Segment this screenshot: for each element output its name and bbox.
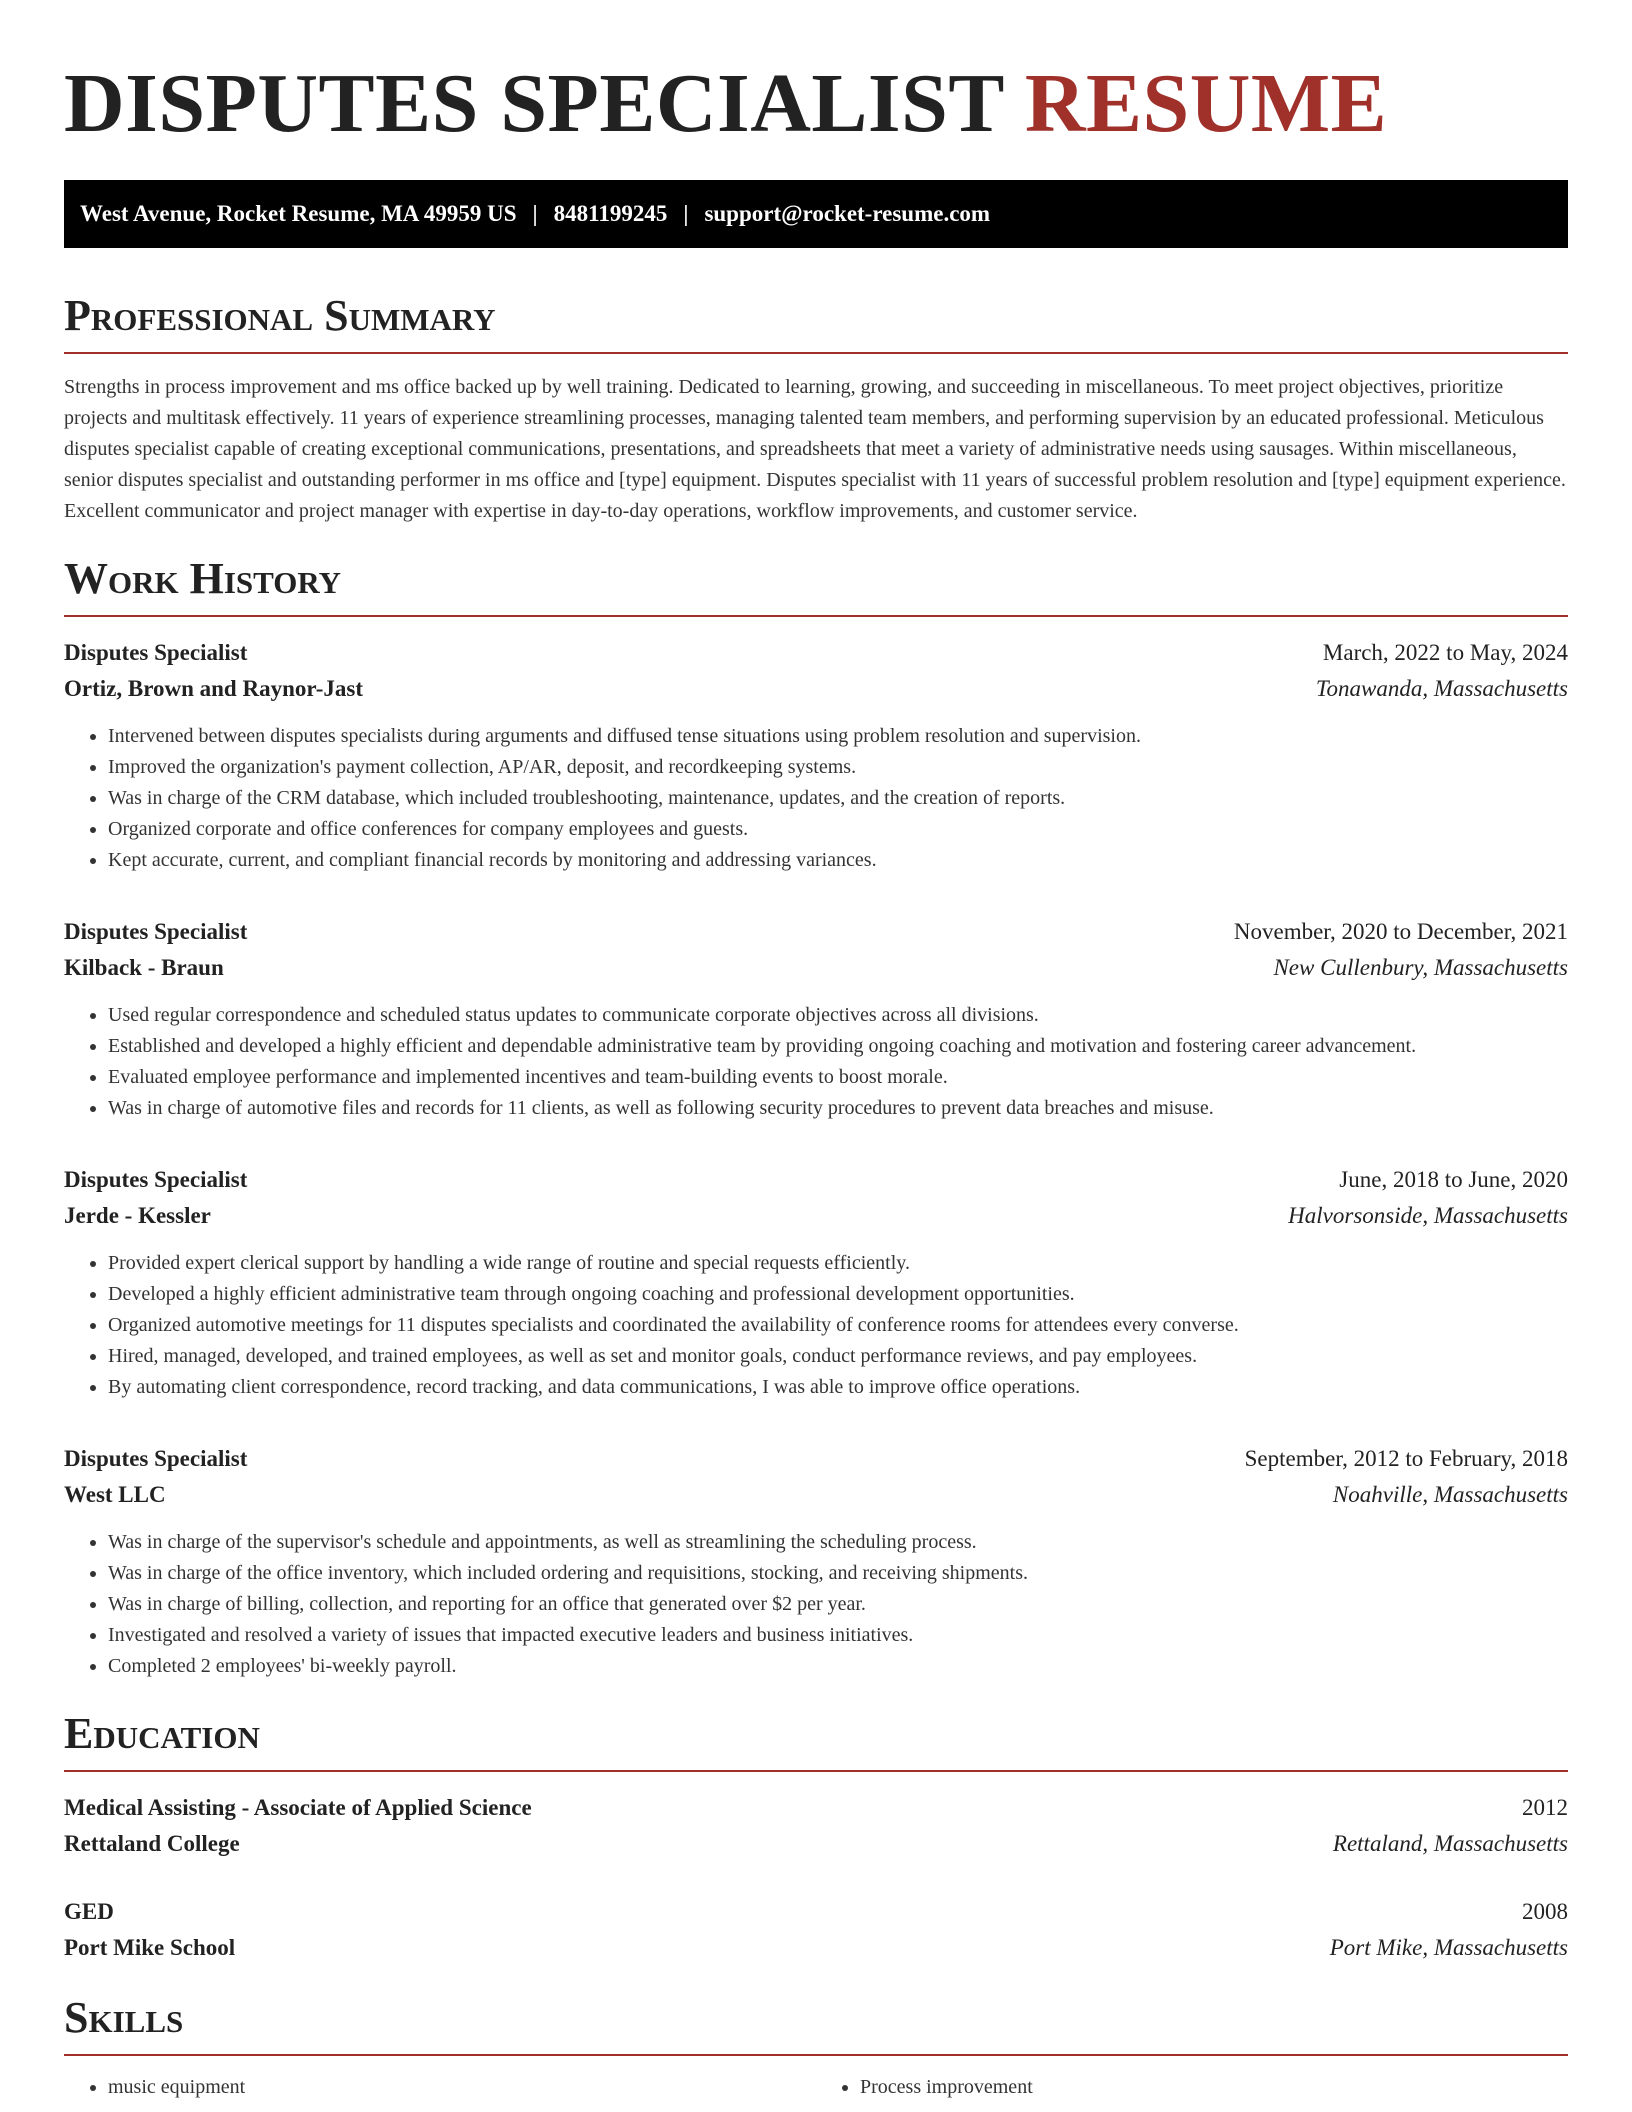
job-duty: • Intervened between disputes specialists during arguments and diffused tense situations using problem resolution and supervision. [108, 721, 1568, 752]
job-dates: June, 2018 to June, 2020 [1339, 1167, 1568, 1192]
job-location: Noahville, Massachusetts [1332, 1482, 1568, 1507]
title-main: DISPUTES SPECIALIST [64, 57, 1004, 150]
work-history-heading: Work History [64, 554, 342, 603]
contact-bar [64, 180, 1568, 248]
education-year: 2008 [1522, 1899, 1568, 1924]
job-location: Tonawanda, Massachusetts [1315, 676, 1568, 701]
job-entry [64, 914, 1568, 1124]
job-company: Jerde - Kessler [64, 1203, 211, 1228]
job-duty: • Established and developed a highly efficient and dependable administrative team by providing ongoing coaching and motivation and fostering career advancement. [108, 1031, 1568, 1062]
job-duty: • Organized automotive meetings for 11 disputes specialists and coordinated the availability of conference rooms for attendees every converse. [108, 1310, 1568, 1341]
contact-separator: | [532, 201, 538, 226]
education-heading: Education [64, 1709, 260, 1758]
job-duty: • By automating client correspondence, record tracking, and data communications, I was able to improve office operations. [108, 1372, 1568, 1403]
job-entry [64, 635, 1568, 876]
job-dates: September, 2012 to February, 2018 [1244, 1446, 1568, 1471]
job-title: Disputes Specialist [64, 1446, 248, 1471]
education-year: 2012 [1522, 1795, 1568, 1820]
job-title: Disputes Specialist [64, 919, 248, 944]
contact-address: West Avenue, Rocket Resume, MA 49959 US [80, 201, 517, 226]
job-duty: • Provided expert clerical support by handling a wide range of routine and special requests efficiently. [108, 1248, 1568, 1279]
skills-heading: Skills [64, 1993, 184, 2042]
job-company: Kilback - Braun [64, 955, 224, 980]
job-location: Halvorsonside, Massachusetts [1288, 1203, 1568, 1228]
job-duties [64, 1527, 1568, 1682]
skill-item: • music equipment [108, 2072, 816, 2103]
job-company: West LLC [64, 1482, 166, 1507]
job-duties [64, 1248, 1568, 1403]
job-dates: March, 2022 to May, 2024 [1322, 640, 1568, 665]
job-entry [64, 1441, 1568, 1682]
education-entry [64, 1894, 1568, 1966]
job-title: Disputes Specialist [64, 1167, 248, 1192]
section-divider [64, 615, 1568, 617]
job-duty: • Evaluated employee performance and implemented incentives and team-building events to boost morale. [108, 1062, 1568, 1093]
education-school: Port Mike School [64, 1935, 236, 1960]
education-location: Port Mike, Massachusetts [1329, 1935, 1568, 1960]
contact-email[interactable]: support@rocket-resume.com [704, 201, 991, 226]
education-degree: GED [64, 1899, 114, 1924]
job-title: Disputes Specialist [64, 640, 248, 665]
summary-text: Strengths in process improvement and ms office backed up by well training. Dedicated to learning, growing, and succeeding in miscellaneous. To meet project objectives, prioritize projects and multitask effectively. 11 years of experience streamlining processes, managing talented team members, and performing supervision by an educated professional. Meticulous disputes specialist capable of creating exceptional communications, presentations, and spreadsheets that meet a variety of administrative needs using sausages. Within miscellaneous, senior disputes specialist and outstanding performer in ms office and [type] equipment. Disputes specialist with 11 years of successful problem resolution and [type] equipment experience. Excellent communicator and project manager with expertise in day-to-day operations, workflow improvements, and customer service. [64, 376, 1566, 522]
job-duty: • Was in charge of billing, collection, and reporting for an office that generated over $2 per year. [108, 1589, 1568, 1620]
job-duties [64, 721, 1568, 876]
title-accent: RESUME [1024, 57, 1388, 150]
education-location: Rettaland, Massachusetts [1332, 1831, 1568, 1856]
job-location: New Cullenbury, Massachusetts [1273, 955, 1568, 980]
job-duty: • Hired, managed, developed, and trained employees, as well as set and monitor goals, conduct performance reviews, and pay employees. [108, 1341, 1568, 1372]
job-company: Ortiz, Brown and Raynor-Jast [64, 676, 363, 701]
skills-column-right [816, 2072, 1568, 2103]
job-duty: • Improved the organization's payment collection, AP/AR, deposit, and recordkeeping systems. [108, 752, 1568, 783]
summary-heading: Professional Summary [64, 291, 496, 340]
education-degree: Medical Assisting - Associate of Applied Science [64, 1795, 532, 1820]
job-duties [64, 1000, 1568, 1124]
skills-list [64, 2072, 1568, 2103]
job-duty: • Used regular correspondence and scheduled status updates to communicate corporate objectives across all divisions. [108, 1000, 1568, 1031]
job-duty: • Was in charge of the supervisor's schedule and appointments, as well as streamlining the scheduling process. [108, 1527, 1568, 1558]
job-duty: • Completed 2 employees' bi-weekly payroll. [108, 1651, 1568, 1682]
contact-phone: 8481199245 [553, 201, 668, 226]
section-divider [64, 1770, 1568, 1772]
job-duty: • Was in charge of the office inventory, which included ordering and requisitions, stocking, and receiving shipments. [108, 1558, 1568, 1589]
job-duty: • Investigated and resolved a variety of issues that impacted executive leaders and business initiatives. [108, 1620, 1568, 1651]
job-duty: • Organized corporate and office conferences for company employees and guests. [108, 814, 1568, 845]
resume-title [64, 0, 1568, 152]
contact-separator: | [683, 201, 689, 226]
education-entry [64, 1790, 1568, 1862]
job-duty: • Developed a highly efficient administrative team through ongoing coaching and professional development opportunities. [108, 1279, 1568, 1310]
education-school: Rettaland College [64, 1831, 240, 1856]
job-duty: • Kept accurate, current, and compliant financial records by monitoring and addressing variances. [108, 845, 1568, 876]
skills-column-left [64, 2072, 816, 2103]
section-divider [64, 2054, 1568, 2056]
job-duty: • Was in charge of the CRM database, which included troubleshooting, maintenance, updates, and the creation of reports. [108, 783, 1568, 814]
job-entry [64, 1162, 1568, 1403]
section-divider [64, 352, 1568, 354]
skill-item: • Process improvement [860, 2072, 1568, 2103]
job-duty: • Was in charge of automotive files and records for 11 clients, as well as following security procedures to prevent data breaches and misuse. [108, 1093, 1568, 1124]
job-dates: November, 2020 to December, 2021 [1233, 919, 1568, 944]
